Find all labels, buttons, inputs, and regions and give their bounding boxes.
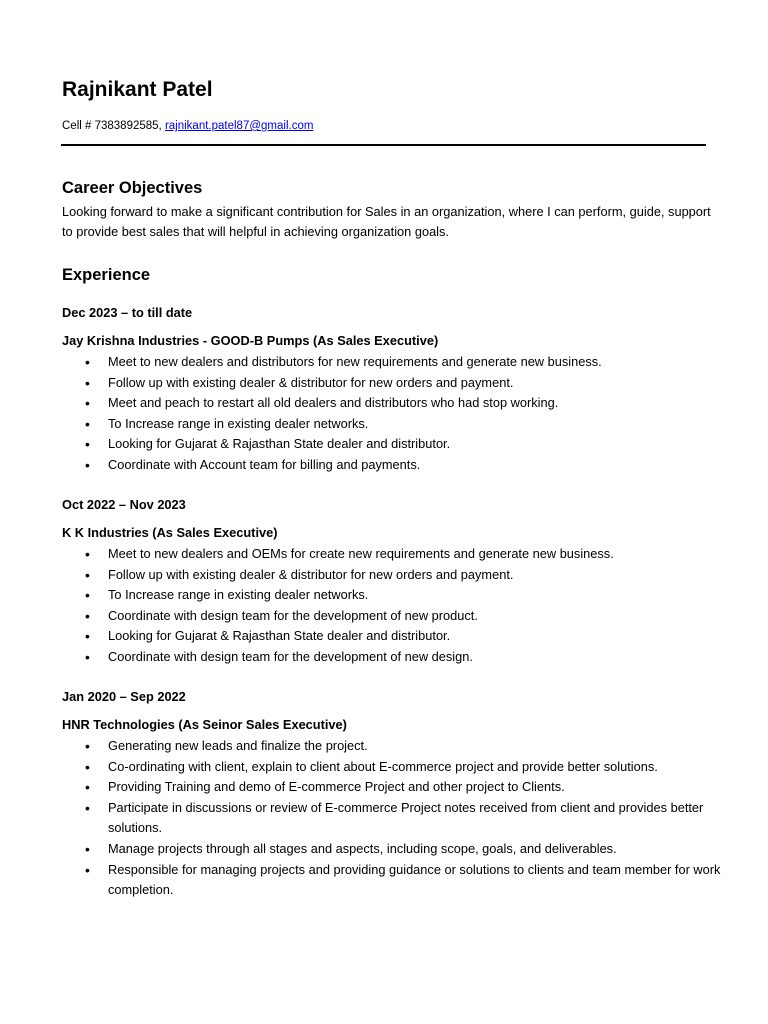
list-item: • Coordinate with design team for the development of new design. (62, 647, 732, 668)
job-dates: Jan 2020 – Sep 2022 (62, 689, 186, 704)
list-item: • Meet and peach to restart all old dealers and distributors who had stop working. (62, 393, 732, 414)
list-item: • To Increase range in existing dealer networks. (62, 585, 732, 606)
list-item: • Coordinate with design team for the development of new product. (62, 606, 732, 627)
job-responsibilities (62, 544, 732, 668)
list-item: • Follow up with existing dealer & distributor for new orders and payment. (62, 565, 732, 586)
career-objectives-heading: Career Objectives (62, 179, 203, 197)
email-link[interactable]: rajnikant.patel87@gmail.com (164, 120, 314, 132)
list-item: • Meet to new dealers and OEMs for create new requirements and generate new business. (62, 544, 732, 565)
job-title: HNR Technologies (As Seinor Sales Executive) (62, 717, 347, 732)
list-item: • Follow up with existing dealer & distributor for new orders and payment. (62, 373, 732, 394)
list-item: • Providing Training and demo of E-commerce Project and other project to Clients. (62, 777, 732, 798)
contact-line (62, 118, 313, 134)
job-dates: Oct 2022 – Nov 2023 (62, 497, 186, 512)
cell-number: Cell # 7383892585, (62, 120, 165, 132)
list-item: • Participate in discussions or review of E-commerce Project notes received from client and provides better solutions. (62, 798, 732, 839)
list-item: • Looking for Gujarat & Rajasthan State dealer and distributor. (62, 626, 732, 647)
list-item: • Meet to new dealers and distributors for new requirements and generate new business. (62, 352, 732, 373)
list-item: • Looking for Gujarat & Rajasthan State dealer and distributor. (62, 434, 732, 455)
list-item: • Generating new leads and finalize the project. (62, 736, 732, 757)
job-dates: Dec 2023 – to till date (62, 305, 193, 320)
list-item: • Responsible for managing projects and providing guidance or solutions to clients and team member for work completion. (62, 860, 732, 901)
career-objectives-text: Looking forward to make a significant contribution for Sales in an organization, where I can perform, guide, support to provide best sales that will helpful in achieving organization goals. (62, 204, 711, 239)
job-title: K K Industries (As Sales Executive) (62, 525, 278, 540)
list-item: • Manage projects through all stages and aspects, including scope, goals, and deliverables. (62, 839, 732, 860)
experience-heading: Experience (62, 266, 151, 284)
job-title: Jay Krishna Industries - GOOD-B Pumps (As Sales Executive) (62, 333, 439, 348)
job-responsibilities (62, 352, 732, 476)
job-responsibilities (62, 736, 732, 901)
candidate-name: Rajnikant Patel (62, 78, 213, 101)
header-divider (61, 144, 706, 146)
list-item: • Coordinate with Account team for billing and payments. (62, 455, 732, 476)
list-item: • Co-ordinating with client, explain to client about E-commerce project and provide better solutions. (62, 757, 732, 778)
list-item: • To Increase range in existing dealer networks. (62, 414, 732, 435)
